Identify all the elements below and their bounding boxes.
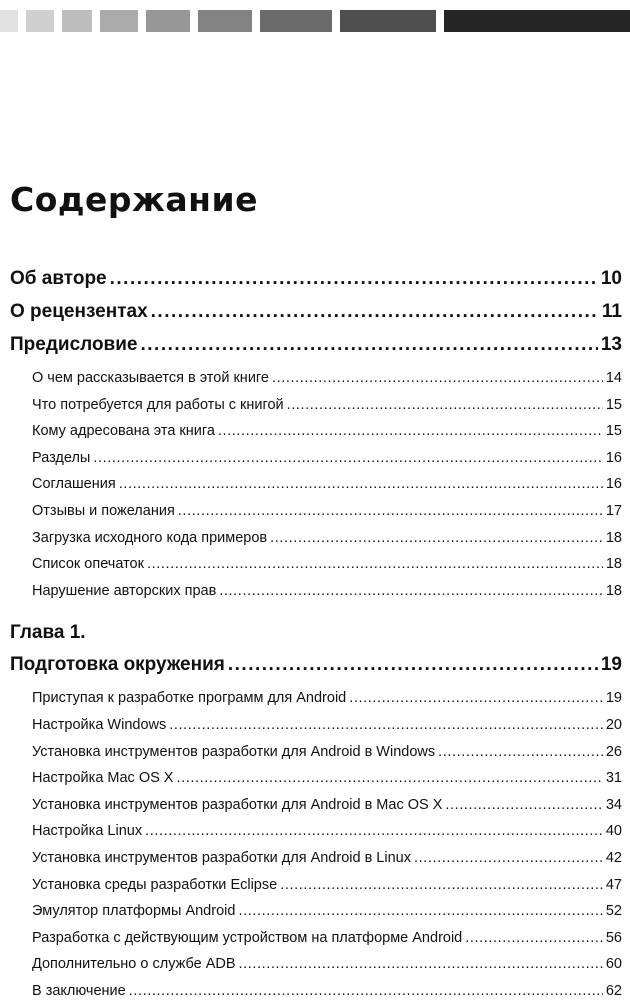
dot-leader: [169, 712, 603, 739]
dot-leader: [445, 792, 602, 819]
toc-entry-label: О чем рассказывается в этой книге: [32, 370, 269, 386]
dot-leader: [349, 685, 603, 712]
table-of-contents: [10, 262, 622, 1004]
toc-entry[interactable]: [10, 712, 622, 739]
chapter-number: Глава 1.: [10, 622, 86, 644]
toc-entry-label: Установка инструментов разработки для Android в Windows: [32, 743, 436, 760]
toc-entry-page-number: 15: [605, 396, 622, 413]
toc-entry-label: О рецензентах: [10, 301, 148, 322]
toc-entry[interactable]: [10, 445, 622, 472]
toc-entry-label: Настройка Linux: [32, 823, 143, 840]
chapter-sections-list: [10, 685, 622, 1004]
dot-leader: [219, 578, 603, 605]
toc-entry[interactable]: [10, 262, 622, 295]
toc-entry-label: Соглашения: [32, 476, 116, 493]
toc-entry-page-number: 17: [605, 502, 622, 519]
toc-entry-label: Разделы: [32, 449, 91, 466]
dot-leader: [228, 648, 598, 681]
toc-entry-label: Установка среды разработки Eclipse: [32, 876, 278, 893]
toc-entry-page-number: 31: [605, 770, 622, 787]
toc-entry-label: Отзывы и пожелания: [32, 502, 175, 519]
toc-entry-page-number: 34: [605, 796, 622, 813]
dot-leader: [239, 951, 603, 978]
toc-entry-page-number: 13: [600, 334, 622, 355]
toc-entry-page-number: 20: [605, 716, 622, 733]
toc-entry-page-number: 47: [605, 876, 622, 893]
dot-leader: [272, 365, 603, 392]
toc-entry-page-number: 62: [605, 982, 622, 999]
dot-leader: [238, 898, 602, 925]
dot-leader: [438, 739, 603, 766]
decorative-bar-segment: [0, 10, 18, 32]
dot-leader: [119, 471, 603, 498]
toc-entry[interactable]: [10, 739, 622, 766]
toc-entry-page-number: 18: [605, 529, 622, 546]
decorative-bar-segment: [100, 10, 138, 32]
toc-entry-page-number: 11: [601, 301, 622, 322]
toc-entry-label: Что потребуется для работы с книгой: [32, 396, 284, 413]
toc-entry-label: Загрузка исходного кода примеров: [32, 529, 268, 546]
toc-entry-label: Об авторе: [10, 268, 107, 289]
preface-sections-list: [10, 365, 622, 604]
front-matter-list: [10, 262, 622, 361]
toc-entry[interactable]: [10, 328, 622, 361]
decorative-bar-segment: [444, 10, 630, 32]
toc-entry-page-number: 26: [605, 743, 622, 760]
dot-leader: [414, 845, 603, 872]
dot-leader: [270, 525, 603, 552]
dot-leader: [129, 978, 603, 1004]
chapter-title-entry[interactable]: [10, 648, 622, 681]
dot-leader: [218, 418, 603, 445]
decorative-bar-segment: [62, 10, 92, 32]
dot-leader: [280, 872, 603, 899]
decorative-bar-segment: [340, 10, 436, 32]
chapter-title: Подготовка окружения: [10, 654, 225, 676]
toc-entry-label: Нарушение авторских прав: [32, 582, 217, 599]
toc-entry-label: В заключение: [32, 982, 126, 999]
toc-entry[interactable]: [10, 845, 622, 872]
toc-entry-label: Предисловие: [10, 334, 138, 355]
toc-entry[interactable]: [10, 471, 622, 498]
toc-entry-page-number: 60: [605, 956, 622, 973]
decorative-bar-segment: [26, 10, 54, 32]
toc-entry[interactable]: [10, 295, 622, 328]
toc-entry[interactable]: [10, 978, 622, 1004]
toc-entry-page-number: 19: [605, 690, 622, 707]
toc-entry[interactable]: [10, 872, 622, 899]
toc-entry-label: Дополнительно о службе ADB: [32, 956, 236, 973]
page-title: Содержание: [10, 180, 258, 219]
dot-leader: [145, 818, 603, 845]
toc-entry-page-number: 16: [605, 449, 622, 466]
dot-leader: [287, 392, 603, 419]
toc-entry-page-number: 18: [605, 556, 622, 573]
toc-entry-label: Приступая к разработке программ для Android: [32, 690, 347, 707]
toc-entry[interactable]: [10, 685, 622, 712]
toc-entry[interactable]: [10, 551, 622, 578]
dot-leader: [151, 295, 599, 328]
toc-entry[interactable]: [10, 525, 622, 552]
toc-entry-page-number: 56: [605, 929, 622, 946]
toc-entry-page-number: 16: [605, 476, 622, 493]
dot-leader: [465, 925, 603, 952]
decorative-bar-segment: [198, 10, 252, 32]
dot-leader: [141, 328, 598, 361]
toc-entry-page-number: 40: [605, 823, 622, 840]
toc-entry[interactable]: [10, 418, 622, 445]
toc-entry[interactable]: [10, 792, 622, 819]
decorative-gradient-bar: [0, 10, 630, 32]
chapter-page-number: 19: [600, 654, 622, 676]
toc-entry-label: Список опечаток: [32, 556, 144, 573]
toc-entry-page-number: 18: [605, 582, 622, 599]
toc-entry-page-number: 15: [605, 423, 622, 440]
dot-leader: [176, 765, 602, 792]
toc-entry[interactable]: [10, 898, 622, 925]
decorative-bar-segment: [146, 10, 190, 32]
toc-entry-page-number: 42: [605, 849, 622, 866]
toc-entry[interactable]: [10, 365, 622, 392]
toc-entry[interactable]: [10, 818, 622, 845]
toc-entry-page-number: 52: [605, 903, 622, 920]
decorative-bar-segment: [260, 10, 332, 32]
toc-entry-label: Установка инструментов разработки для Android в Mac OS X: [32, 796, 443, 813]
toc-entry-page-number: 14: [605, 370, 622, 386]
toc-entry-page-number: 10: [600, 268, 622, 289]
toc-entry[interactable]: [10, 498, 622, 525]
toc-entry-label: Разработка с действующим устройством на платформе Android: [32, 929, 463, 946]
toc-entry[interactable]: [10, 578, 622, 605]
toc-entry-label: Эмулятор платформы Android: [32, 903, 236, 920]
toc-entry-label: Установка инструментов разработки для Android в Linux: [32, 849, 411, 866]
dot-leader: [147, 551, 603, 578]
toc-entry-label: Настройка Windows: [32, 716, 167, 733]
toc-entry[interactable]: [10, 392, 622, 419]
dot-leader: [178, 498, 603, 525]
dot-leader: [110, 262, 598, 295]
toc-entry[interactable]: [10, 765, 622, 792]
dot-leader: [93, 445, 603, 472]
toc-entry-label: Кому адресована эта книга: [32, 423, 215, 440]
toc-entry[interactable]: [10, 925, 622, 952]
toc-entry-label: Настройка Mac OS X: [32, 770, 174, 787]
toc-entry[interactable]: [10, 951, 622, 978]
